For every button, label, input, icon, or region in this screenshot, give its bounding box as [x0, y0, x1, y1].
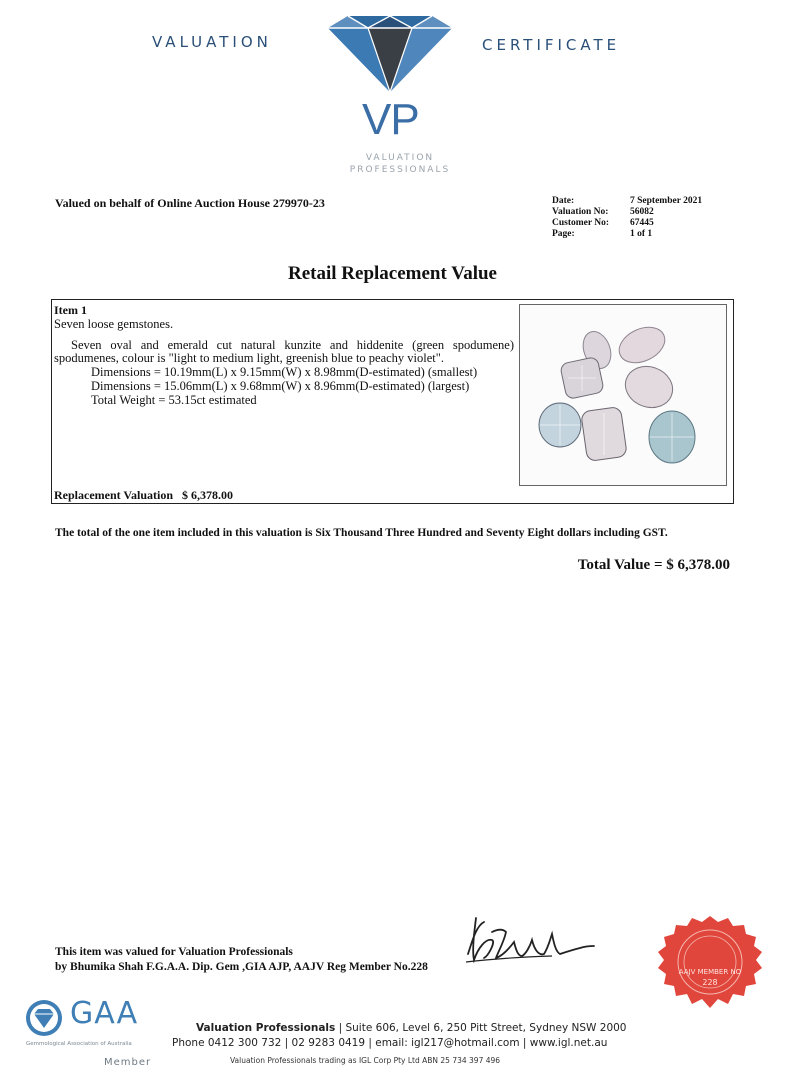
meta-block [552, 196, 742, 240]
gaa-emblem-icon [24, 998, 64, 1038]
header-valuation-word: VALUATION [152, 33, 272, 51]
header-certificate-word: CERTIFICATE [482, 36, 621, 54]
vp-logo-subtitle [330, 152, 470, 176]
vp-logo-text: VP [362, 95, 419, 144]
replacement-label: Replacement Valuation [54, 488, 174, 502]
address-line: | Suite 606, Level 6, 250 Pitt Street, Sydney NSW 2000 [338, 1022, 627, 1034]
aajv-seal-icon [638, 912, 782, 1014]
valuation-no-value: 56082 [630, 207, 654, 217]
valued-on-behalf: Valued on behalf of Online Auction House 279970-23 [55, 196, 325, 210]
page-label: Page: [552, 229, 575, 239]
item-line2: Seven oval and emerald cut natural kunzite and hiddenite (green spodumene) [71, 338, 514, 352]
valuer-credentials: by Bhumika Shah F.G.A.A. Dip. Gem ,GIA AJP, AAJV Reg Member No.228 [55, 961, 428, 973]
valuation-no-label: Valuation No: [552, 207, 609, 217]
total-sentence: The total of the one item included in this valuation is Six Thousand Three Hundred and Seventy Eight dollars including GST. [55, 527, 668, 539]
page-title: Retail Replacement Value [288, 263, 497, 284]
total-value: Total Value = $ 6,378.00 [577, 557, 730, 573]
vp-sub-line1: VALUATION [365, 153, 435, 163]
item-heading: Item 1 [54, 303, 87, 317]
gemstones-photo [519, 304, 727, 486]
date-label: Date: [552, 196, 575, 206]
item-dim2: Dimensions = 15.06mm(L) x 9.68mm(W) x 8.96mm(D-estimated) (largest) [91, 379, 470, 393]
company-address [196, 1022, 626, 1034]
item-dim1: Dimensions = 10.19mm(L) x 9.15mm(W) x 8.98mm(D-estimated) (smallest) [91, 365, 478, 379]
diamond-logo-icon [320, 14, 460, 96]
page-value: 1 of 1 [630, 229, 653, 239]
gaa-logo-text: GAA [70, 996, 139, 1031]
seal-text-1: AAJV MEMBER NO [678, 968, 742, 976]
item-line1: Seven loose gemstones. [54, 317, 174, 331]
company-name: Valuation Professionals [196, 1022, 336, 1034]
valued-for-line: This item was valued for Valuation Professionals [55, 946, 293, 958]
date-value: 7 September 2021 [630, 196, 703, 206]
trading-line: Valuation Professionals trading as IGL Corp Pty Ltd ABN 25 734 397 496 [230, 1056, 501, 1065]
gaa-subtitle: Gemmological Association of Australia [26, 1041, 132, 1047]
item-line3: spodumenes, colour is "light to medium light, greenish blue to peachy violet". [54, 351, 445, 365]
customer-no-label: Customer No: [552, 218, 610, 228]
gaa-member: Member [104, 1057, 152, 1068]
signature-icon [462, 912, 597, 970]
seal-text-2: 228 [702, 978, 718, 987]
customer-no-value: 67445 [630, 218, 654, 228]
replacement-valuation [54, 488, 233, 503]
vp-sub-line2: PROFESSIONALS [349, 165, 451, 175]
item-weight: Total Weight = 53.15ct estimated [91, 393, 257, 407]
replacement-value: $ 6,378.00 [182, 488, 234, 502]
contact-line: Phone 0412 300 732 | 02 9283 0419 | email: igl217@hotmail.com | www.igl.net.au [172, 1037, 608, 1049]
